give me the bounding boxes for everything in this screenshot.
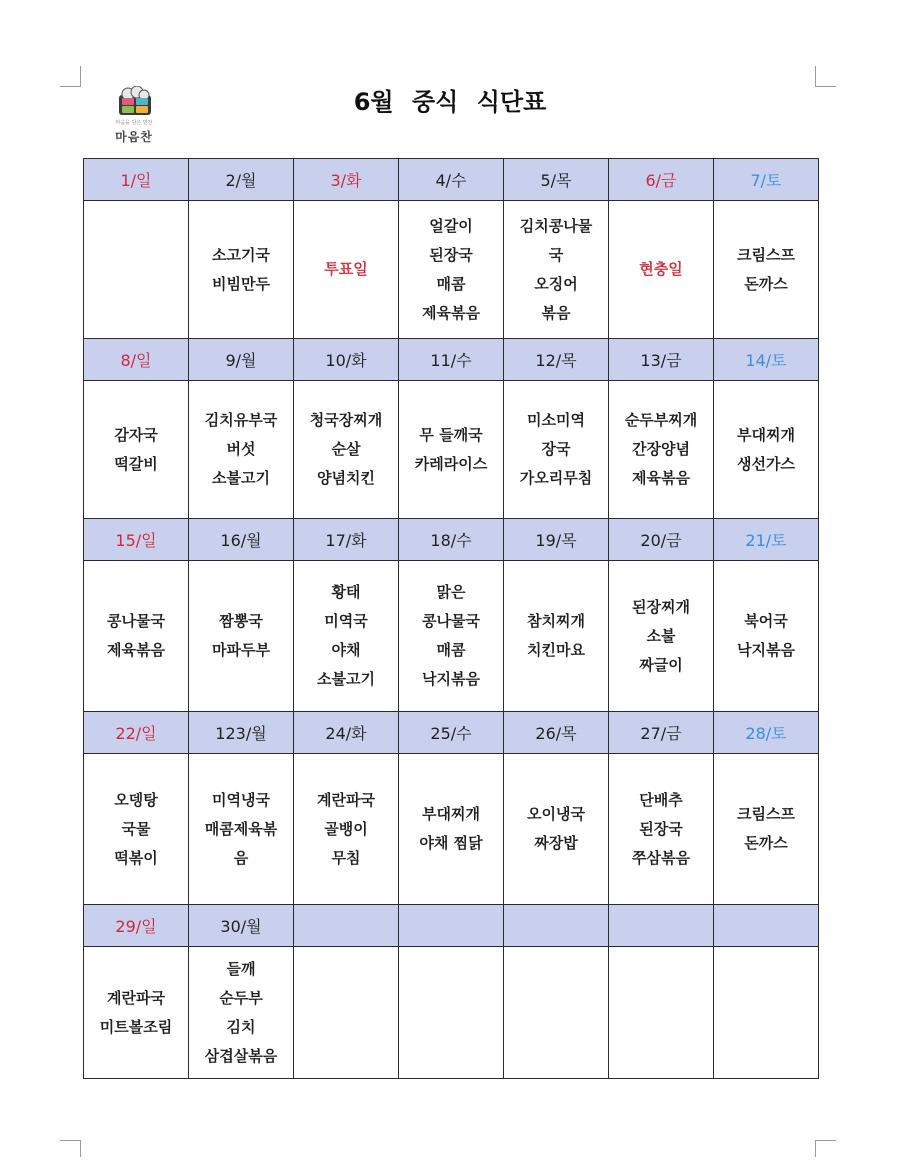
menu-cell	[609, 561, 714, 712]
menu-cell	[294, 754, 399, 905]
menu-item: 마파두부	[212, 641, 270, 659]
menu-item: 낙지볶음	[737, 641, 795, 659]
date-header-cell: 3/화	[294, 159, 399, 201]
date-header-cell: 2/월	[189, 159, 294, 201]
menu-cell	[714, 947, 819, 1079]
menu-item: 순두부찌개	[624, 411, 698, 429]
menu-item: 매콤	[436, 274, 466, 293]
menu-item: 계란파국	[317, 790, 375, 809]
menu-cell	[714, 561, 819, 712]
menu-item: 크림스프	[737, 805, 795, 823]
menu-row	[84, 754, 819, 905]
menu-cell	[189, 381, 294, 519]
menu-cell	[609, 381, 714, 519]
menu-item: 돈까스	[744, 274, 788, 293]
menu-item: 짬뽕국	[219, 612, 263, 630]
date-header-cell: 5/목	[504, 159, 609, 201]
page-title: 6월 중식 식단표	[353, 88, 547, 116]
date-header-cell: 7/토	[714, 159, 819, 201]
menu-cell	[714, 381, 819, 519]
menu-cell	[504, 561, 609, 712]
date-header-row	[84, 159, 819, 201]
date-header-row	[84, 712, 819, 754]
menu-cell	[609, 754, 714, 905]
menu-item: 야채	[331, 641, 361, 659]
menu-item: 떡갈비	[114, 454, 158, 473]
menu-item: 양념치킨	[317, 469, 375, 487]
menu-item: 카레라이스	[414, 454, 488, 473]
date-header-cell: 1/일	[84, 159, 189, 201]
menu-item: 짜장밥	[534, 834, 578, 852]
menu-item: 김치유부국	[204, 411, 278, 429]
date-header-cell: 14/토	[714, 339, 819, 381]
date-header-cell: 12/목	[504, 339, 609, 381]
menu-item: 쭈삼볶음	[632, 848, 690, 867]
menu-item: 감자국	[114, 425, 158, 444]
date-header-cell: 18/수	[399, 519, 504, 561]
menu-item: 오이냉국	[527, 805, 585, 823]
date-header-cell: 24/화	[294, 712, 399, 754]
date-header-cell: 4/수	[399, 159, 504, 201]
menu-item: 미트볼조림	[99, 1017, 173, 1036]
menu-cell	[504, 947, 609, 1079]
date-header-cell	[714, 905, 819, 947]
menu-cell	[399, 561, 504, 712]
menu-item: 김치	[226, 1017, 256, 1036]
menu-item: 오징어	[534, 274, 578, 293]
menu-item: 계란파국	[107, 988, 165, 1007]
date-header-cell: 9/월	[189, 339, 294, 381]
menu-item: 순두부	[219, 988, 263, 1007]
date-header-cell	[399, 905, 504, 947]
menu-cell	[714, 754, 819, 905]
menu-item: 김치콩나물	[519, 216, 593, 235]
menu-item: 낙지볶음	[422, 670, 480, 688]
date-header-cell	[609, 905, 714, 947]
menu-calendar-table	[83, 158, 819, 1079]
menu-item: 부대찌개	[737, 425, 795, 444]
menu-cell	[84, 947, 189, 1079]
menu-item: 투표일	[324, 260, 368, 278]
menu-item: 소고기국	[212, 245, 270, 264]
date-header-row	[84, 905, 819, 947]
date-header-cell: 28/토	[714, 712, 819, 754]
date-header-cell: 17/화	[294, 519, 399, 561]
date-header-cell: 21/토	[714, 519, 819, 561]
date-header-cell: 22/일	[84, 712, 189, 754]
menu-item: 매콤	[436, 641, 466, 659]
menu-cell	[504, 201, 609, 339]
menu-row	[84, 381, 819, 519]
menu-item: 제육볶음	[107, 641, 165, 659]
menu-item: 콩나물국	[107, 612, 165, 630]
menu-row	[84, 561, 819, 712]
menu-item: 무침	[331, 848, 361, 867]
menu-item: 짜글이	[639, 655, 683, 674]
menu-item: 소불고기	[317, 670, 375, 688]
date-header-cell: 20/금	[609, 519, 714, 561]
date-header-cell: 6/금	[609, 159, 714, 201]
menu-item: 생선가스	[737, 454, 795, 473]
crop-mark-bottom-right	[815, 1140, 836, 1157]
menu-cell	[189, 561, 294, 712]
menu-row	[84, 201, 819, 339]
menu-cell	[504, 754, 609, 905]
menu-item: 치킨마요	[527, 641, 585, 659]
menu-item: 미역국	[324, 612, 368, 630]
menu-item: 삼겹살볶음	[204, 1046, 278, 1065]
menu-item: 국물	[121, 819, 151, 838]
menu-cell	[84, 201, 189, 339]
menu-item: 청국장찌개	[309, 411, 383, 429]
menu-item: 매콤제육볶	[204, 819, 278, 838]
menu-item: 음	[233, 848, 249, 867]
menu-item: 비빔만두	[212, 274, 270, 293]
date-header-cell: 10/화	[294, 339, 399, 381]
date-header-cell: 123/월	[189, 712, 294, 754]
date-header-row	[84, 519, 819, 561]
date-header-cell: 19/목	[504, 519, 609, 561]
menu-item: 국	[548, 245, 564, 264]
menu-item: 미역냉국	[212, 790, 270, 809]
menu-item: 황태	[331, 583, 361, 601]
menu-item: 맑은	[436, 583, 466, 601]
menu-cell	[84, 381, 189, 519]
menu-item: 무 들깨국	[419, 425, 483, 444]
menu-item: 된장국	[429, 245, 473, 264]
menu-cell	[294, 201, 399, 339]
brand-logo	[106, 84, 162, 152]
menu-cell	[189, 201, 294, 339]
menu-item: 부대찌개	[422, 805, 480, 823]
menu-item: 떡볶이	[114, 848, 158, 867]
menu-cell	[399, 754, 504, 905]
menu-cell	[294, 947, 399, 1079]
menu-item: 현충일	[639, 260, 683, 278]
menu-cell	[399, 947, 504, 1079]
menu-item: 북어국	[744, 612, 788, 630]
menu-item: 된장찌개	[632, 597, 690, 616]
menu-cell	[399, 201, 504, 339]
menu-cell	[609, 947, 714, 1079]
date-header-cell: 15/일	[84, 519, 189, 561]
menu-item: 제육볶음	[632, 469, 690, 487]
lunchbox-logo-icon	[118, 86, 152, 116]
menu-cell	[294, 561, 399, 712]
date-header-cell: 29/일	[84, 905, 189, 947]
date-header-cell	[294, 905, 399, 947]
date-header-cell: 30/월	[189, 905, 294, 947]
date-header-cell: 27/금	[609, 712, 714, 754]
menu-item: 얼갈이	[429, 216, 473, 235]
menu-cell	[189, 754, 294, 905]
menu-item: 돈까스	[744, 834, 788, 852]
menu-cell	[399, 381, 504, 519]
menu-item: 버섯	[226, 440, 256, 458]
menu-cell	[504, 381, 609, 519]
date-header-cell: 25/수	[399, 712, 504, 754]
menu-item: 소불고기	[212, 469, 270, 487]
menu-item: 콩나물국	[422, 612, 480, 630]
date-header-cell	[504, 905, 609, 947]
date-header-cell: 8/일	[84, 339, 189, 381]
menu-item: 야채 찜닭	[419, 834, 483, 852]
logo-name: 마음찬	[115, 130, 153, 144]
menu-item: 된장국	[639, 819, 683, 838]
menu-item: 오뎅탕	[114, 790, 158, 809]
menu-item: 가오리무침	[519, 469, 593, 487]
date-header-cell: 13/금	[609, 339, 714, 381]
menu-row	[84, 947, 819, 1079]
menu-item: 볶음	[541, 303, 571, 322]
menu-item: 장국	[541, 440, 571, 458]
menu-cell	[714, 201, 819, 339]
date-header-cell: 26/목	[504, 712, 609, 754]
date-header-row	[84, 339, 819, 381]
crop-mark-top-left	[60, 66, 81, 87]
menu-item: 제육볶음	[422, 303, 480, 322]
menu-item: 참치찌개	[527, 612, 585, 630]
menu-cell	[189, 947, 294, 1079]
menu-item: 골뱅이	[324, 819, 368, 838]
crop-mark-bottom-left	[60, 1140, 81, 1157]
crop-mark-top-right	[815, 66, 836, 87]
menu-item: 크림스프	[737, 245, 795, 264]
menu-item: 미소미역	[527, 411, 585, 429]
menu-cell	[294, 381, 399, 519]
menu-item: 들깨	[226, 959, 256, 978]
menu-cell	[609, 201, 714, 339]
menu-item: 순살	[331, 440, 361, 458]
date-header-cell: 16/월	[189, 519, 294, 561]
menu-item: 간장양념	[632, 440, 690, 458]
menu-cell	[84, 754, 189, 905]
logo-tagline: 마음을 담은 반찬	[115, 120, 153, 126]
menu-item: 단배추	[639, 790, 683, 809]
menu-cell	[84, 561, 189, 712]
menu-item: 소불	[646, 626, 676, 645]
date-header-cell: 11/수	[399, 339, 504, 381]
